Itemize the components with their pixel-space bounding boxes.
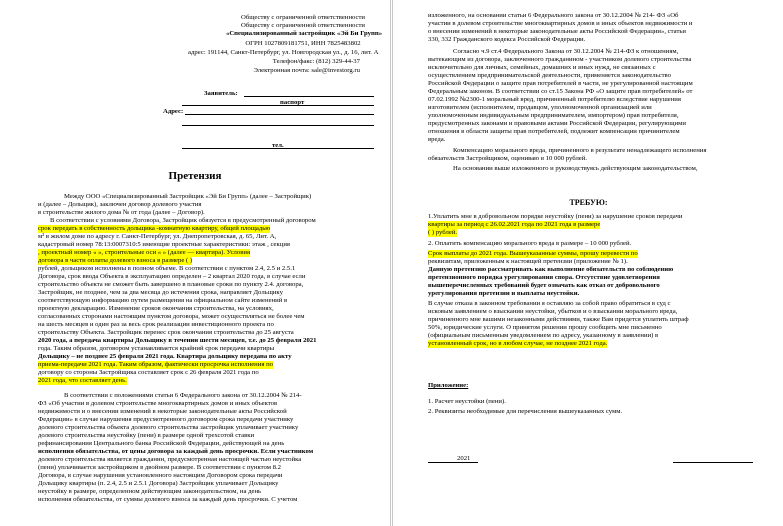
body-line: Между ООО «Специализированный Застройщик «Эй Би Групп» (далее – Застройщик) bbox=[64, 193, 312, 200]
body-line: кадастровый номер 78:13:0007310:5 имеющие проектные характеристики: этаж , секция bbox=[38, 241, 291, 248]
body-line: осуществлением предпринимательской деятельности, применяется законодательство bbox=[428, 72, 671, 79]
page-divider bbox=[390, 0, 391, 526]
body-line: и (далее – Дольщик), заключен договор долевого участия bbox=[38, 201, 202, 208]
body-line: обязательств Застройщиком, оцениваю в 10 000 рублей. bbox=[428, 155, 588, 162]
demand-line: (официальным письменным уведомлением по адресу, указанному в заявлении) в bbox=[428, 332, 659, 339]
body-line: изготовителем (исполнителем, продавцом, уполномоченной организацией или bbox=[428, 104, 652, 111]
body-line: предусмотренных законами и правовыми актами Российской Федерации, регулирующими bbox=[428, 120, 686, 127]
passport-label: паспорт bbox=[280, 99, 305, 106]
header-line-2: Обществу с ограниченной ответственности bbox=[240, 22, 366, 29]
passport-line bbox=[182, 105, 374, 106]
demand-line: претензионного порядка урегулирования спора. Отсутствие удовлетворения bbox=[428, 274, 660, 281]
body-line: на шесть месяцев и один раз за весь срок реализации инвестиционного проекта по bbox=[38, 321, 274, 328]
body-line: Дольщику квартиры (п. 2.4, 2.5 и 2.5.1 Договора) Застройщик уплачивает Дольщику bbox=[38, 480, 279, 487]
body-line: проектную декларацию. Изменение сроков окончания строительства, на условиях, bbox=[38, 305, 274, 312]
body-line: 2020 года, а передача квартиры Дольщику в течении шести месяцев, т.е. до 25 февраля 2021 bbox=[38, 337, 317, 344]
demand-heading: ТРЕБУЮ: bbox=[569, 198, 608, 207]
header-ogrn: ОГРН 1027809181751, ИНН 7825483802 bbox=[245, 40, 361, 47]
body-line-highlight: , проектный номер « », строительные оси « » (далее — квартира). Условия bbox=[38, 249, 251, 256]
page-left bbox=[0, 0, 390, 526]
body-line: недвижимости и о внесении изменений в некоторые законодательные акты Российской bbox=[38, 408, 287, 415]
body-line: Федеральным законом. В соответствии со ст.15 Закона РФ «О защите прав потребителей» от bbox=[428, 88, 693, 95]
attachment-item: 1. Расчет неустойки (пени). bbox=[428, 398, 506, 405]
body-line: вреда. bbox=[428, 136, 446, 143]
body-line: 330, 332 Гражданского кодекса Российской Федерации. bbox=[428, 36, 586, 43]
demand-line: исковым заявлением о взыскании неустойки, убытков и о взыскании морального вреда, bbox=[428, 308, 678, 315]
address-line bbox=[185, 114, 374, 115]
body-line: Застройщик, не позднее, чем за два месяца до истечения срока, направляет Дольщику bbox=[38, 289, 283, 296]
header-line-1: Обществу с ограниченной ответственности bbox=[240, 14, 366, 21]
page-right bbox=[392, 0, 783, 526]
body-line: Федерации» в случае нарушения предусмотренного договором срока передачи участнику bbox=[38, 416, 294, 423]
body-line: исполнения обязательства, от суммы долевого взноса за каждый день просрочки. С учетом bbox=[38, 496, 298, 503]
demand-line: В случае отказа в законном требовании я оставляю за собой право обратиться в суд с bbox=[428, 300, 671, 307]
body-line: долевого строительства является гражданин, предусмотренная настоящей частью неустойка bbox=[38, 456, 302, 463]
body-line: Договора, в случае нарушения установленного настоящим Договором срока передачи bbox=[38, 472, 283, 479]
body-line: На основании выше изложенного и руководствуясь действующим законодательством, bbox=[453, 165, 698, 172]
body-line: (пени) уплачивается застройщиком в двойном размере. В соответствии с пунктом 8.2 bbox=[38, 464, 281, 471]
demand-line: 2. Оплатить компенсацию морального вреда в размере – 10 000 рублей. bbox=[428, 240, 632, 247]
body-line: долевого строительства неустойку (пени) в размере одной трехсотой ставки bbox=[38, 432, 255, 439]
body-line-highlight: 2021 года, что составляет день. bbox=[38, 377, 127, 384]
demand-line: 50%, юридические услуги. О принятом решении прошу сообщить мне письменно bbox=[428, 324, 662, 331]
demand-line: 1.Уплатить мне в добровольном порядке неустойку (пени) за нарушение сроков передачи bbox=[428, 213, 683, 220]
body-line: Договора, срок ввода Объекта в эксплуатацию определен – 2 квартал 2020 года, в случае если bbox=[38, 273, 306, 280]
body-line-highlight: договора в части оплаты долевого взноса в размере ( ) bbox=[38, 257, 193, 264]
phone-label: тел. bbox=[272, 142, 284, 149]
body-line: В соответствии с условиями Договора, Застройщик обязуется в предусмотренный договором bbox=[50, 217, 316, 224]
demand-line-highlight: Срок выплаты до 2021 года. Вышеуказанные суммы, прошу перевести по bbox=[428, 250, 638, 257]
body-line: договору со стороны Застройщика составляет срок с 26 февраля 2021 года по bbox=[38, 369, 259, 376]
signature-line bbox=[673, 462, 753, 463]
demand-line: Данную претензию рассматривать как выполнение обязательств по соблюдению bbox=[428, 266, 674, 273]
demand-line: реквизитам, приложенным к настоящей претензии (приложение № 1). bbox=[428, 258, 628, 265]
body-line: исключительно для личных, семейных, домашних и иных нужд, не связанных с bbox=[428, 64, 656, 71]
header-address: адрес: 191144, Санкт-Петербург, ул. Новгородская ул., д. 16, лит. А bbox=[188, 49, 379, 56]
body-line: согласованных сторонами настоящим пунктом договора, может осуществляться не более чем bbox=[38, 313, 305, 320]
phone-line bbox=[182, 148, 374, 149]
body-line-highlight: срок передать в собственность дольщика -комнатную квартиру, общей площадью bbox=[38, 225, 271, 232]
body-line-highlight: приема-передачи 2021 года. Таким образом, фактически просрочка исполнения по bbox=[38, 361, 273, 368]
body-line: неустойку в размере, определенном действующим законодательством, на день bbox=[38, 488, 262, 495]
body-line: В соответствии с положениями статьи 6 Федерального закона от 30.12.2004 № 214- bbox=[64, 392, 302, 399]
body-line: рублей, дольщиком исполнены в полном объеме. В соответствии с пунктом 2.4, 2.5 и 2.5.1 bbox=[38, 265, 296, 272]
body-line: рефинансирования Центрального банка Российской Федерации, действующей на день bbox=[38, 440, 285, 447]
body-line: строительство объекта не сможет быть завершено в плановые сроки по пункту 2.4. договора, bbox=[38, 281, 304, 288]
applicant-line bbox=[244, 96, 374, 97]
demand-line: вышеперечисленных требований будет означать как отказ от добровольного bbox=[428, 282, 660, 289]
body-line: отношения в области защиты прав потребителей, подлежит компенсации причинителем bbox=[428, 128, 680, 135]
body-line: уполномоченным индивидуальным предпринимателем, импортером) прав потребителя, bbox=[428, 112, 679, 119]
demand-line-highlight: квартиры за период с 26.02.2021 года по 2021 года в размере bbox=[428, 221, 601, 228]
body-line: Согласно ч.9 ст.4 Федерального Закона от 30.12.2004 № 214-ФЗ к отношениям, bbox=[453, 48, 679, 55]
body-line: года. Таким образом, договором устанавливается крайний срок передачи квартиры bbox=[38, 345, 275, 352]
attachments-heading: Приложение: bbox=[428, 382, 469, 389]
signature-year: 2021 bbox=[457, 455, 471, 462]
body-line: соответствующую информацию путем размещения на официальном сайте изменений в bbox=[38, 297, 288, 304]
header-company: «Специализированный застройщик «Эй Би Групп» bbox=[226, 30, 383, 37]
header-phone: Телефон/факс: (812) 329-44-37 bbox=[272, 58, 360, 65]
body-line: о внесении изменений в некоторые законодательные акты Российской Федерации», статьи bbox=[428, 28, 687, 35]
body-line: исполнения обязательства, от цены договора за каждый день просрочки. Если участником bbox=[38, 448, 314, 455]
demand-line: урегулирования претензии и выплаты неустойки. bbox=[428, 290, 580, 297]
body-line: Российской Федерации о защите прав потребителей в части, не урегулированной настоящим bbox=[428, 80, 693, 87]
body-line: участии в долевом строительстве многоквартирных домов и иных объектов недвижимости и bbox=[428, 20, 693, 27]
demand-line: причиненного мне вашими незаконными действиями, также Вам придется уплатить штраф bbox=[428, 316, 689, 323]
body-line: Дольщику – не позднее 25 февраля 2021 года. Квартира дольщику передана по акту bbox=[38, 353, 292, 360]
body-line: изложенного, на основании статьи 6 Федерального закона от 30.12.2004 № 214- ФЗ «Об bbox=[428, 12, 679, 19]
demand-line-highlight: ( ) рублей. bbox=[428, 229, 458, 236]
header-email: Электронная почта: sale@investorg.ru bbox=[253, 67, 360, 74]
date-line bbox=[428, 462, 478, 463]
body-line: 07.02.1992 №2300-1 моральный вред, причиненный потребителю вследствие нарушения bbox=[428, 96, 681, 103]
body-line: ФЗ «Об участии в долевом строительстве многоквартирных домов и иных объектов bbox=[38, 400, 278, 407]
body-line: вытекающим из договора, заключенного гражданином - участником долевого строительства bbox=[428, 56, 692, 63]
demand-line-highlight: установленный срок, но в любом случае, не позднее 2021 года. bbox=[428, 340, 608, 347]
address-line-2 bbox=[182, 125, 374, 126]
address-label: Адрес: bbox=[163, 108, 184, 115]
body-line: м² в жилом доме по адресу г. Санкт-Петербург, ул. Днепропетровская, д. 65, Лит. А, bbox=[38, 233, 277, 240]
applicant-label: Заявитель: bbox=[204, 90, 238, 97]
body-line: в строительстве жилого дома № от года (далее – Договор). bbox=[38, 209, 205, 216]
body-line: Компенсацию морального вреда, причиненного в результате ненадлежащего исполнения bbox=[453, 147, 707, 154]
attachment-item: 2. Реквизиты необходимые для перечисления вышеуказанных сумм. bbox=[428, 408, 623, 415]
document-title: Претензия bbox=[168, 170, 222, 182]
body-line: долевого строительства объекта долевого строительства застройщик уплачивает участнику bbox=[38, 424, 299, 431]
body-line: строительству Объекта. Застройщик перенес срок окончания строительства до 25 августа bbox=[38, 329, 294, 336]
